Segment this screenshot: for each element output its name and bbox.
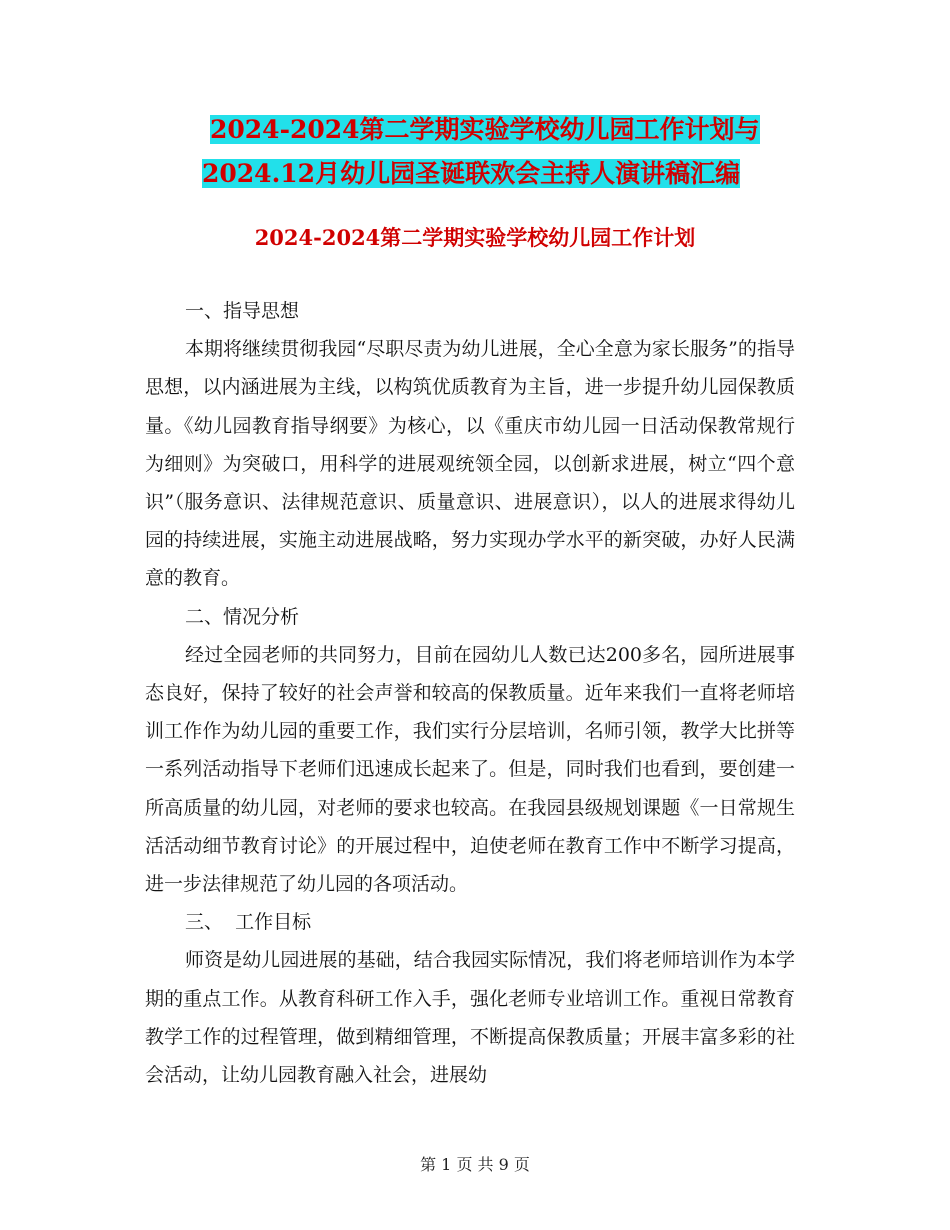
heading-work-goals: 三、 工作目标 [185, 911, 312, 934]
document-title [0, 108, 950, 196]
heading-guiding-ideology: 一、指导思想 [185, 300, 300, 322]
document-body [145, 292, 795, 1094]
paragraph-work-goals: 师资是幼儿园进展的基础，结合我园实际情况，我们将老师培训作为本学期的重点工作。从教育科研工作入手，强化老师专业培训工作。重视日常教育教学工作的过程管理，做到精细管理，不断提高保教质量；开展丰富多彩的社会活动，让幼儿园教育融入社会，进展幼 [145, 949, 795, 1087]
paragraph-guiding-ideology: 本期将继续贯彻我园“尽职尽责为幼儿进展，全心全意为家长服务”的指导思想，以内涵进展为主线，以构筑优质教育为主旨，进一步提升幼儿园保教质量。《幼儿园教育指导纲要》为核心，以《重庆市幼儿园一日活动保教常规行为细则》为突破口，用科学的进展观统领全园，以创新求进展，树立“四个意识”（服务意识、法律规范意识、质量意识、进展意识），以人的进展求得幼儿园的持续进展，实施主动进展战略，努力实现办学水平的新突破，办好人民满意的教育。 [145, 338, 795, 590]
page-footer: 第 1 页 共 9 页 [420, 1155, 530, 1174]
paragraph-situation-analysis: 经过全园老师的共同努力，目前在园幼儿人数已达200多名，园所进展事态良好，保持了较好的社会声誉和较高的保教质量。近年来我们一直将老师培训工作作为幼儿园的重要工作，我们实行分层培训，名师引领，教学大比拼等一系列活动指导下老师们迅速成长起来了。但是，同时我们也看到，要创建一所高质量的幼儿园，对老师的要求也较高。在我园县级规划课题《一日常规生活活动细节教育讨论》的开展过程中，迫使老师在教育工作中不断学习提高，进一步法律规范了幼儿园的各项活动。 [145, 643, 795, 896]
title-line-1: 2024-2024第二学期实验学校幼儿园工作计划与 [210, 115, 760, 144]
heading-situation-analysis: 二、情况分析 [185, 605, 300, 628]
title-line-2: 2024.12月幼儿园圣诞联欢会主持人演讲稿汇编 [202, 159, 741, 188]
section-title: 2024-2024第二学期实验学校幼儿园工作计划 [254, 225, 696, 250]
